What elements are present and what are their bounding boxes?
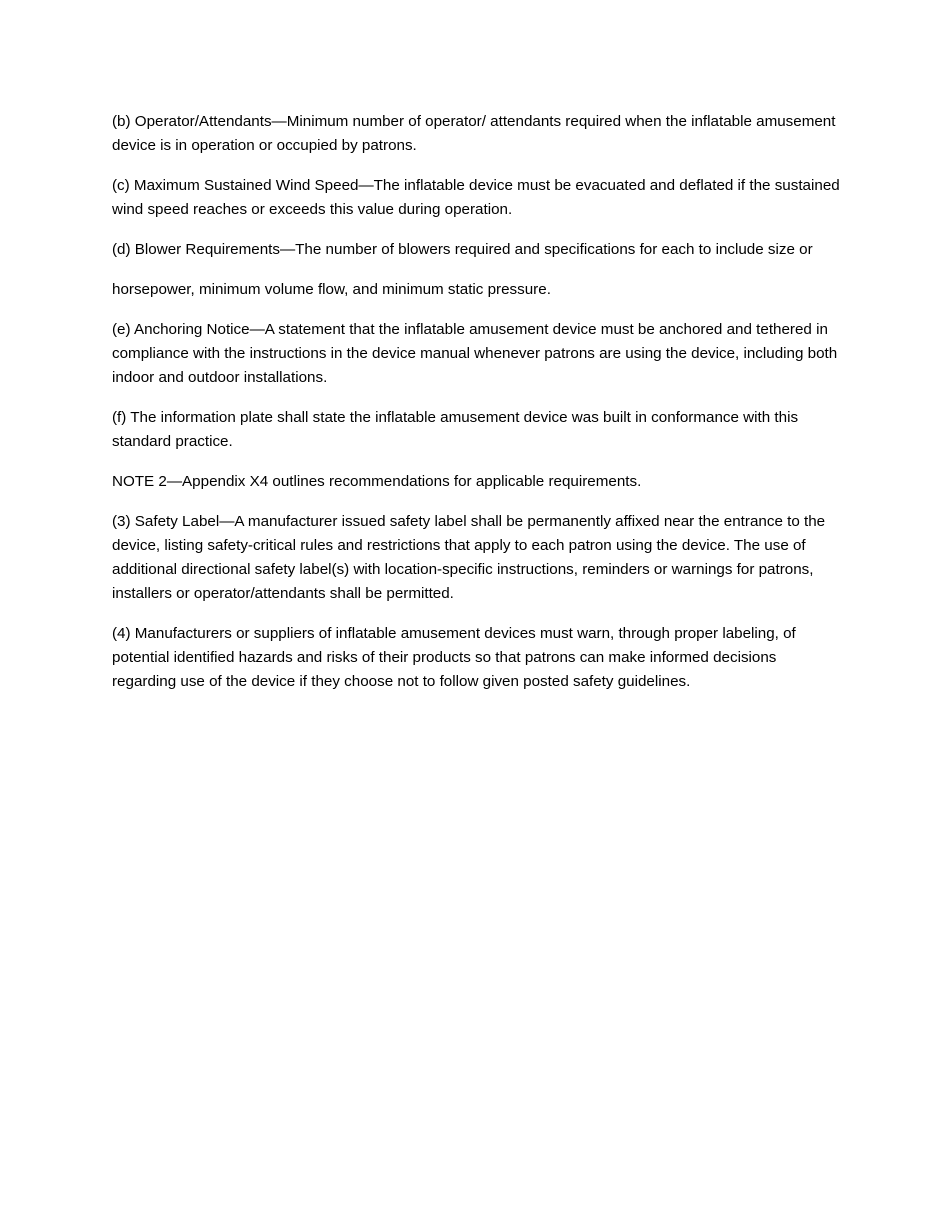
paragraph-safety-label: (3) Safety Label—A manufacturer issued safety label shall be permanently affixed near the entrance to the device, listing safety-critical rules and restrictions that apply to each patron using the device. The use of additional directional safety label(s) with location-specific instructions, reminders or warnings for patrons, installers or operator/attendants shall be permitted. — [112, 513, 826, 602]
paragraph-information-plate: (f) The information plate shall state the inflatable amusement device was built in conformance with this standard practice. — [112, 409, 799, 450]
paragraph-blower-requirements-continued: horsepower, minimum volume flow, and minimum static pressure. — [112, 281, 551, 298]
note-2: NOTE 2—Appendix X4 outlines recommendations for applicable requirements. — [112, 473, 642, 490]
paragraph-max-wind-speed: (c) Maximum Sustained Wind Speed—The inflatable device must be evacuated and deflated if the sustained wind speed reaches or exceeds this value during operation. — [112, 177, 840, 218]
paragraph-anchoring-notice: (e) Anchoring Notice—A statement that the inflatable amusement device must be anchored and tethered in compliance with the instructions in the device manual whenever patrons are using the device, including both indoor and outdoor installations. — [112, 321, 838, 386]
paragraph-operator-attendants: (b) Operator/Attendants—Minimum number of operator/ attendants required when the inflatable amusement device is in operation or occupied by patrons. — [112, 113, 836, 154]
paragraph-blower-requirements: (d) Blower Requirements—The number of blowers required and specifications for each to include size or — [112, 241, 813, 258]
paragraph-manufacturer-warnings: (4) Manufacturers or suppliers of inflatable amusement devices must warn, through proper labeling, of potential identified hazards and risks of their products so that patrons can make informed decisions regarding use of the device if they choose not to follow given posted safety guidelines. — [112, 625, 796, 690]
document-page — [112, 110, 844, 710]
